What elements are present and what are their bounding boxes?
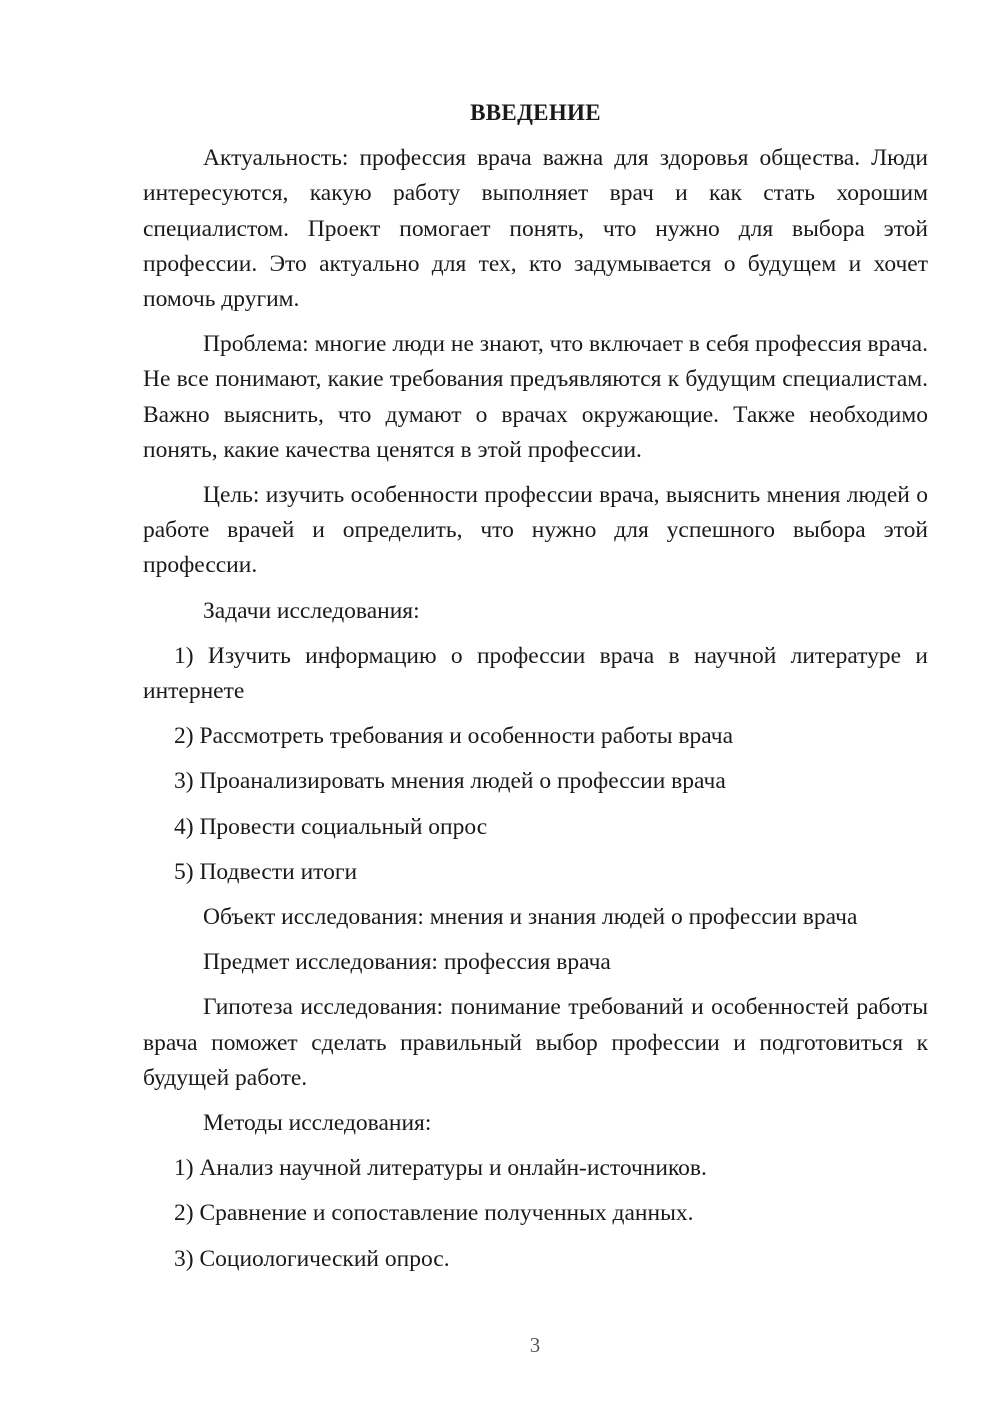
task-item: 3) Проанализировать мнения людей о профессии врача (174, 768, 726, 795)
page-number: 3 (529, 1333, 541, 1357)
task-item: 5) Подвести итоги (174, 858, 358, 885)
task-item: 1) Изучить информацию о профессии врача в научной литературе и интернете (143, 642, 928, 705)
paragraph-relevance: Актуальность: профессия врача важна для здоровья общества. Люди интересуются, какую работу выполняет врач и как стать хорошим специалистом. Проект помогает понять, что нужно для выбора этой профессии. Это актуально для тех, кто задумывается о будущем и хочет помочь другим. (143, 145, 928, 313)
methods-label: Методы исследования: (203, 1110, 432, 1137)
research-object: Объект исследования: мнения и знания людей о профессии врача (203, 904, 858, 931)
paragraph-goal: Цель: изучить особенности профессии врача, выяснить мнения людей о работе врачей и определить, что нужно для успешного выбора этой профессии. (143, 482, 928, 579)
tasks-label: Задачи исследования: (203, 597, 420, 624)
paragraph-hypothesis: Гипотеза исследования: понимание требований и особенностей работы врача поможет сделать правильный выбор профессии и подготовиться к будущей работе. (143, 994, 928, 1091)
section-title: ВВЕДЕНИЕ (470, 100, 601, 125)
paragraph-problem: Проблема: многие люди не знают, что включает в себя профессия врача. Не все понимают, какие требования предъявляются к будущим специалистам. Важно выяснить, что думают о врачах окружающие. Также необходимо понять, какие качества ценятся в этой профессии. (143, 331, 928, 463)
page-content (143, 95, 928, 1287)
task-item: 4) Провести социальный опрос (174, 813, 488, 840)
task-item: 2) Рассмотреть требования и особенности работы врача (174, 723, 733, 750)
method-item: 3) Социологический опрос. (174, 1245, 450, 1272)
method-item: 1) Анализ научной литературы и онлайн-источников. (174, 1155, 707, 1182)
research-subject: Предмет исследования: профессия врача (203, 949, 611, 976)
method-item: 2) Сравнение и сопоставление полученных данных. (174, 1200, 694, 1227)
